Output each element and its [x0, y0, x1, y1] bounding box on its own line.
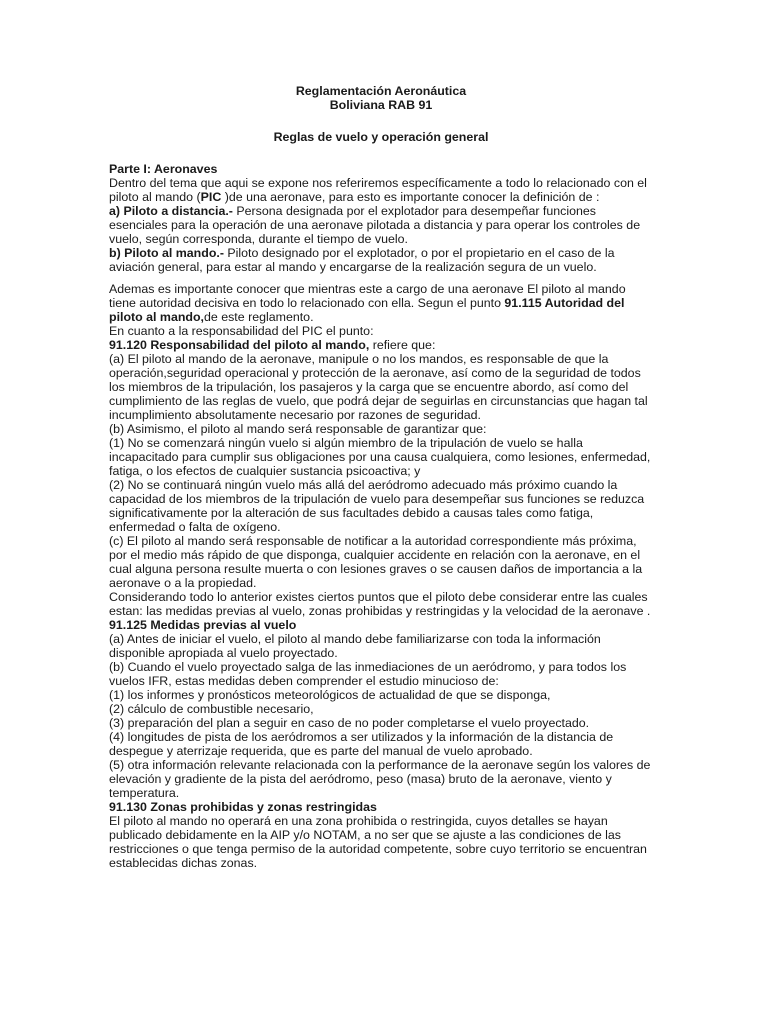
intro-paragraph	[109, 176, 653, 204]
authority-ref: 91.115 Autoridad del piloto al mando,	[109, 296, 625, 324]
section-91-120-c-cont: aeronave o a la propiedad.	[109, 576, 257, 590]
pic-responsibility-line: En cuanto a la responsabilidad del PIC el punto:	[109, 324, 374, 338]
section-91-120-a-cont: cumplimiento de las reglas de vuelo, que podrá dejar de seguirlas en circunstancias que hagan tal incumplimiento absolutamente necesario por razones de seguridad.	[109, 394, 648, 422]
section-91-125-heading	[109, 618, 653, 632]
intro-text-end: )de una aeronave, para esto es importante conocer la definición de :	[224, 190, 600, 204]
section-91-125-item-3: (3) preparación del plan a seguir en caso de no poder completarse el vuelo proyectado.	[109, 716, 590, 730]
section-91-130-text: El piloto al mando no operará en una zona prohibida o restringida, cuyos detalles se hayan publicado debidamente en la AIP y/o NOTAM, a no ser que se ajuste a las condiciones de las restricciones o que tenga permiso de la autoridad competente, sobre cuyo territorio se encuentran establecidas dichas zonas.	[109, 814, 647, 870]
definition-a	[109, 204, 653, 246]
section-91-120-b1: (1) No se comenzará ningún vuelo si algún miembro de la tripulación de vuelo se halla incapacitado para cumplir sus obligaciones por una causa cualquiera, como lesiones, enfermedad, fatiga, o los efectos de cualquier sustancia psicoactiva; y	[109, 436, 651, 478]
section-91-125-title: 91.125 Medidas previas al vuelo	[109, 618, 297, 632]
document-body	[109, 84, 653, 870]
document-title-line-2: Boliviana RAB 91	[329, 98, 433, 112]
section-91-125-a: (a) Antes de iniciar el vuelo, el piloto al mando debe familiarizarse con toda la información disponible apropiada al vuelo proyectado.	[109, 632, 601, 660]
definition-b	[109, 246, 653, 274]
section-91-120-b2: (2) No se continuará ningún vuelo más allá del aeródromo adecuado más próximo cuando la capacidad de los miembros de la tripulación de vuelo para desempeñar sus funciones se reduzca significativamente por la alteración de sus facultades debido a causas tales como fatiga, enfermedad o falta de oxígeno.	[109, 478, 645, 534]
section-91-125-item-2: (2) cálculo de combustible necesario,	[109, 702, 314, 716]
section-91-120-b: (b) Asimismo, el piloto al mando será responsable de garantizar que:	[109, 422, 487, 436]
section-91-125-item-4: (4) longitudes de pista de los aeródromos a ser utilizados y la información de la distancia de despegue y aterrizaje requerida, que es parte del manual de vuelo aprobado.	[109, 730, 614, 758]
section-91-120-heading	[109, 338, 653, 352]
section-91-120-a: (a) El piloto al mando de la aeronave, manipule o no los mandos, es responsable de que la operación,seguridad operacional y protección de la aeronave, así como de la seguridad de todos los miembros de la tripulación, los pasajeros y la carga que se encuentre abordo, así como del	[109, 352, 641, 394]
section-91-120-title: 91.120 Responsabilidad del piloto al mando,	[109, 338, 370, 352]
section-91-125-item-5: (5) otra información relevante relacionada con la performance de la aeronave según los valores de elevación y gradiente de la pista del aeródromo, peso (masa) bruto de la aeronave, viento y temperatura.	[109, 758, 651, 800]
definition-a-label: a) Piloto a distancia.-	[109, 204, 233, 218]
section-91-120-title-after: refiere que:	[369, 338, 436, 352]
definition-a-text: Persona designada por el explotador para desempeñar funciones esenciales para la operación de una aeronave pilotada a distancia y para operar los controles de vuelo, según corresponda, durante el tiempo de vuelo.	[109, 204, 641, 246]
section-91-120-c: (c) El piloto al mando será responsable de notificar a la autoridad correspondiente más próxima, por el medio más rápido de que disponga, cualquier accidente en relación con la aeronave, en el cual alguna persona resulte muerta o con lesiones graves o se causen daños de importancia a la	[109, 534, 643, 576]
considering-paragraph: Considerando todo lo anterior existes ciertos puntos que el piloto debe considerar entre las cuales estan: las medidas previas al vuelo, zonas prohibidas y restringidas y la velocidad de la aeronave .	[109, 590, 651, 618]
intro-text: Dentro del tema que aqui se expone nos referiremos específicamente a todo lo relacionado con el piloto al mando (	[109, 176, 647, 204]
intro-pic: PIC	[200, 190, 225, 204]
document-title-line-1: Reglamentación Aeronáutica	[295, 84, 467, 98]
definition-b-text: Piloto designado por el explotador, o por el propietario en el caso de la aviación general, para estar al mando y encargarse de la realización segura de un vuelo.	[109, 246, 615, 274]
section-91-130-title: 91.130 Zonas prohibidas y zonas restringidas	[109, 800, 377, 814]
authority-paragraph	[109, 282, 653, 324]
authority-text-end: de este reglamento.	[204, 310, 314, 324]
section-91-125-b: (b) Cuando el vuelo proyectado salga de las inmediaciones de un aeródromo, y para todos los vuelos IFR, estas medidas deben comprender el estudio minucioso de:	[109, 660, 627, 688]
section-91-125-item-1: (1) los informes y pronósticos meteorológicos de actualidad de que se disponga,	[109, 688, 551, 702]
authority-text: Ademas es importante conocer que mientras este a cargo de una aeronave El piloto al mando tiene autoridad decisiva en todo lo relacionado con ella. Segun el punto	[109, 282, 626, 310]
part-heading-text: Parte I: Aeronaves	[109, 162, 218, 176]
part-heading	[109, 162, 653, 176]
definition-b-label: b) Piloto al mando.-	[109, 246, 224, 260]
document-subtitle: Reglas de vuelo y operación general	[273, 130, 489, 144]
section-91-130-heading	[109, 800, 653, 814]
